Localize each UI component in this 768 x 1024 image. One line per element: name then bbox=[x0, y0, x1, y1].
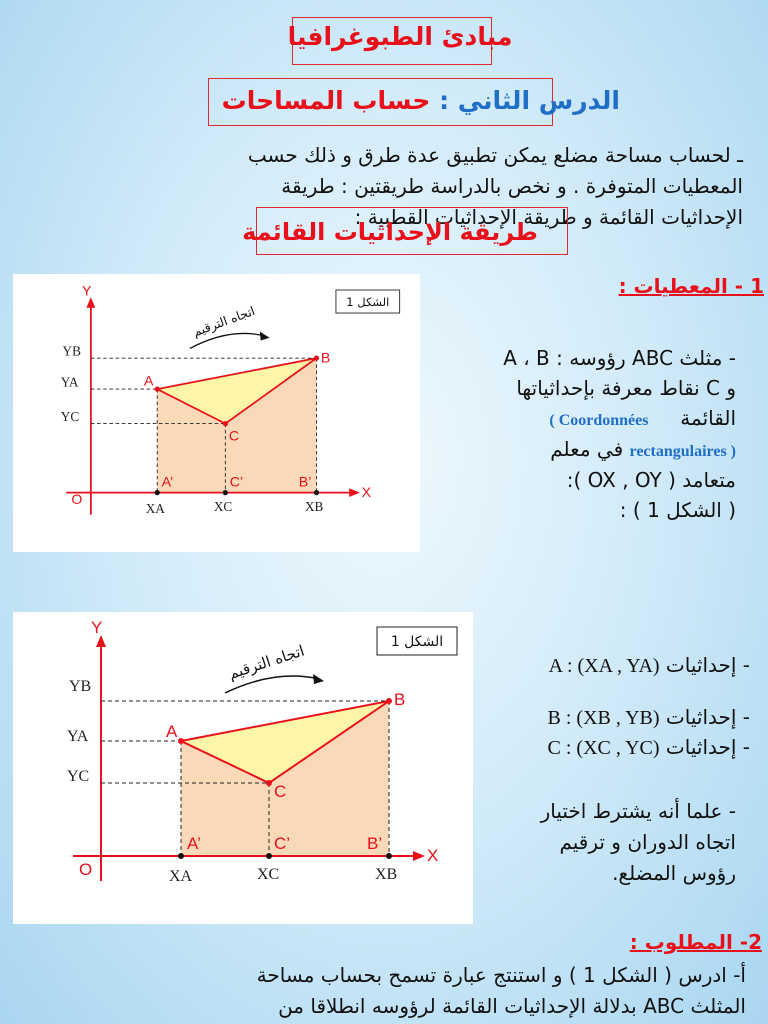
tick-YC: YC bbox=[60, 408, 80, 424]
figure-caption-2: الشكل 1 bbox=[390, 634, 444, 650]
tick-YB: YB bbox=[62, 343, 81, 359]
y-axis-label: Y bbox=[82, 282, 92, 299]
figure-panel-1 bbox=[13, 274, 420, 552]
tick-XB-2: XB bbox=[375, 866, 398, 883]
s2-line-1: أ- ادرس ( الشكل 1 ) و استنتج عبارة تسمح بحساب مساحة bbox=[256, 963, 746, 987]
coord-C-label: - إحداثيات bbox=[665, 735, 750, 759]
intro-line-2: المعطيات المتوفرة . و نخص بالدراسة طريقتين : طريقة bbox=[281, 174, 743, 198]
note-line-1: - علما أنه يشترط اختيار bbox=[540, 799, 736, 823]
label-C-prime: C’ bbox=[229, 473, 244, 490]
note-line-2: اتجاه الدوران و ترقيم bbox=[559, 830, 736, 854]
origin-label: O bbox=[71, 491, 83, 508]
coord-B-label: - إحداثيات bbox=[665, 705, 750, 729]
intro-line-1: ـ لحساب مساحة مضلع يمكن تطبيق عدة طرق و ذلك حسب bbox=[247, 143, 743, 167]
numbering-direction-label-2: اتجاه الترقيم bbox=[226, 641, 307, 683]
figure-caption: الشكل 1 bbox=[346, 294, 390, 309]
lesson-title-row bbox=[100, 86, 620, 115]
coord-B-value: B : (XB , YB) bbox=[547, 707, 660, 729]
coord-A-label: - إحداثيات bbox=[665, 653, 750, 677]
intro-line-3: الإحداثيات القائمة و طريقة الإحداثيات القطبية : bbox=[354, 205, 743, 229]
figure-panel-2 bbox=[13, 612, 473, 924]
tick-XB: XB bbox=[304, 499, 324, 515]
s2-line-2: المثلث ABC بدلالة الإحداثيات القائمة لرؤوسه انطلاقا من bbox=[278, 994, 746, 1018]
label-B: B bbox=[320, 349, 331, 366]
label-A: A bbox=[143, 372, 154, 389]
tick-XC-2: XC bbox=[257, 866, 280, 883]
tick-YC-2: YC bbox=[67, 768, 90, 785]
label-A-prime: A’ bbox=[161, 473, 174, 490]
label-C-prime-2: C’ bbox=[274, 834, 291, 853]
s1-line-5: متعامد ( OX , OY ): bbox=[566, 468, 736, 492]
tick-XA: XA bbox=[145, 500, 165, 516]
tick-XA-2: XA bbox=[169, 868, 193, 885]
label-B-2: B bbox=[394, 690, 406, 709]
main-title: مبادئ الطبوغرافيا bbox=[287, 22, 513, 51]
y-axis-arrow bbox=[86, 297, 95, 308]
tick-XC: XC bbox=[213, 499, 233, 515]
coord-C-row bbox=[480, 732, 750, 764]
coord-A-value: A : (XA , YA) bbox=[548, 655, 660, 677]
label-C-2: C bbox=[274, 782, 287, 801]
x-axis-label-2: X bbox=[427, 846, 439, 865]
coord-B-row bbox=[480, 702, 750, 734]
label-B-prime-2: B’ bbox=[367, 834, 383, 853]
x-axis-arrow bbox=[349, 488, 360, 497]
label-C: C bbox=[228, 427, 240, 444]
coord-C-value: C : (XC , YC) bbox=[547, 737, 660, 759]
y-axis-label-2: Y bbox=[91, 618, 103, 637]
s1-line-4 bbox=[426, 434, 736, 467]
s1-line-2: و C نقاط معرفة بإحداثياتها bbox=[516, 376, 736, 400]
s1-line-4-ar: في معلم bbox=[550, 437, 624, 461]
origin-label-2: O bbox=[79, 860, 93, 879]
numbering-direction-label: اتجاه الترقيم bbox=[191, 304, 257, 340]
label-A-2: A bbox=[166, 722, 178, 741]
s1-line-4-fr: rectangulaires ) bbox=[629, 443, 736, 460]
s1-line-3-ar: القائمة bbox=[680, 406, 736, 430]
s1-line-6: ( الشكل 1 ) : bbox=[619, 498, 736, 522]
x-axis-label: X bbox=[361, 484, 372, 501]
note-line-3: رؤوس المضلع. bbox=[612, 861, 736, 885]
tick-YB-2: YB bbox=[69, 678, 92, 695]
figure-1-svg bbox=[13, 274, 420, 552]
method-title: طريقة الإحداثيات القائمة bbox=[242, 218, 538, 246]
label-A-prime-2: A’ bbox=[187, 834, 201, 853]
s1-line-3-fr: ( Coordonnées bbox=[549, 412, 649, 429]
tick-YA: YA bbox=[60, 374, 79, 390]
lesson-title: حساب المساحات bbox=[221, 86, 431, 115]
section1-heading: 1 - المعطيات : bbox=[618, 274, 764, 298]
tick-YA-2: YA bbox=[67, 728, 89, 745]
label-B-prime: B’ bbox=[298, 473, 312, 490]
s1-line-3 bbox=[426, 403, 736, 436]
section2-heading: 2- المطلوب : bbox=[629, 930, 762, 954]
coord-A-row bbox=[480, 650, 750, 682]
lesson-prefix: الدرس الثاني : bbox=[439, 86, 620, 115]
figure-2-svg bbox=[13, 612, 473, 924]
s1-line-1: - مثلث ABC رؤوسه : A ، B bbox=[503, 346, 736, 370]
